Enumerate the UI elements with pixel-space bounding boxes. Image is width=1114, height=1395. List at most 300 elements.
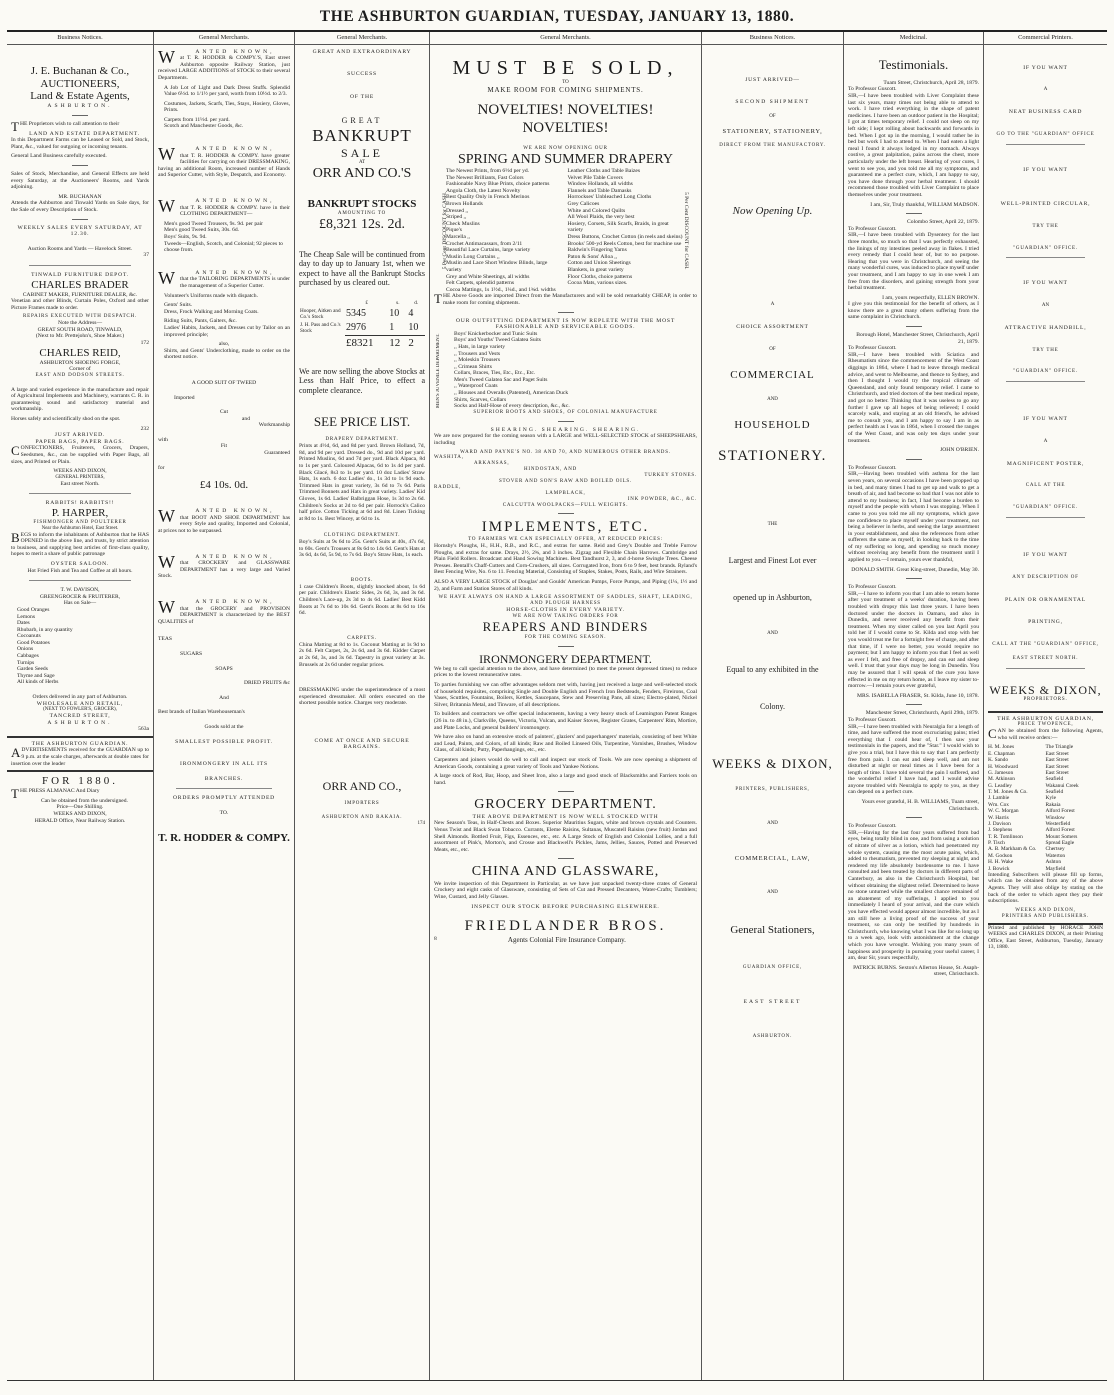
- if-you-want: IF YOU WANT: [1023, 280, 1068, 287]
- coming-season: FOR THE COMING SEASON.: [524, 634, 607, 640]
- ashburton: ASHBURTON.: [752, 1033, 793, 1039]
- circular: WELL-PRINTED CIRCULAR,: [1000, 201, 1091, 208]
- agent-name: G. Leadley: [988, 782, 1012, 789]
- paragraph: Dress, Frock Walking and Morning Coats.: [164, 308, 259, 315]
- if-you-want: IF YOU WANT: [1023, 166, 1068, 173]
- if-you-want: IF YOU WANT: [1023, 416, 1068, 423]
- list-item: Shirts, Scarves, Collars: [454, 396, 507, 403]
- orders-delivered: Orders delivered in any part of Ashburton.: [32, 694, 128, 701]
- reid-name: CHARLES REID,: [39, 346, 121, 359]
- newspaper-page: [7, 4, 1107, 1384]
- agent-place: Westerfield: [1045, 820, 1071, 827]
- stationery-big: STATIONERY.: [718, 448, 827, 465]
- handbill: ATTRACTIVE HANDBILL,: [1004, 324, 1087, 331]
- agents-box: [988, 711, 1103, 925]
- agent-place: Waterton: [1045, 852, 1066, 859]
- list-item: Socks and Half-Hose of every description, &c., &c.: [454, 403, 570, 410]
- shearing: SHEARING. SHEARING. SHEARING.: [490, 426, 641, 433]
- list-item: Cocoanuts: [17, 633, 41, 640]
- soaps: SOAPS: [215, 665, 233, 672]
- amount: £8,321 12s. 2d.: [319, 217, 405, 233]
- agent-place: Alford Forest: [1045, 827, 1075, 834]
- south-road: GREAT SOUTH ROAD, TINWALD,: [37, 326, 123, 333]
- east-street-north: East street North.: [60, 480, 100, 487]
- testimonial-sign: JOHN O'BRIEN.: [940, 447, 979, 454]
- brader-name: CHARLES BRADER: [31, 278, 129, 291]
- tweed-heading: A GOOD SUIT OF TWEED: [191, 379, 257, 386]
- list-item: Cocoa Mats, various sizes.: [567, 280, 628, 287]
- hindostan: HINDOSTAN, AND: [524, 467, 578, 473]
- list-item: Pique's: [446, 227, 462, 234]
- list-item: Boys' and Youths' Tweed Galatea Suits: [454, 337, 541, 344]
- amounting-to: AMOUNTING TO: [337, 211, 387, 217]
- largest: Largest and Finest Lot ever: [728, 555, 817, 565]
- agent-name: W. Harris: [988, 814, 1009, 821]
- and: AND: [767, 890, 778, 896]
- printers-publishers: PRINTERS AND PUBLISHERS.: [1001, 913, 1090, 919]
- paragraph: 1 case Children's Boots, slightly knocked about, 1s 6d per pair. Children's Elastic Sides, 2s 6d, 3s, and 3s 6d. Children's Lace-up, 2s 3d to 4s 6d. Ladies' Best Kidd Boots at 7s 6d to 10s 6d. Gent's Boots at 8s 6d to 16s 6d.: [299, 583, 425, 617]
- table-cell: 12: [388, 335, 407, 350]
- list-item: ,, Waterproof Coats: [454, 383, 498, 390]
- orders-promptly: ORDERS PROMPTLY ATTENDED: [172, 795, 276, 802]
- clothing-heading: CLOTHING DEPARTMENT.: [323, 533, 401, 539]
- outfit-block: [434, 331, 697, 410]
- teas: TEAS: [158, 636, 172, 643]
- of: OF: [769, 113, 776, 119]
- ward-payne: WARD AND PAYNE'S NO. 38 AND 70, AND NUMEROUS OTHER BRANDS.: [460, 449, 671, 455]
- table-row: [299, 321, 425, 335]
- saddles: WE HAVE ALWAYS ON HAND A LARGE ASSORTMENT OF SADDLES, SHAFT, LEADING, AND PLOUGH HARNESS: [438, 595, 693, 607]
- testimonial-address: Tuam Street, Christchurch, April 28, 1879.: [883, 79, 979, 86]
- paragraph: Shirts, and Gents' Underclothing, made to order on the shortest notice.: [164, 347, 290, 361]
- produce-list: [11, 607, 149, 686]
- paragraph: that T. R. HODDER & COMPY. have greater facilities for carrying on their DRESSMAKING, having an additional Room, increased number of Hands and Superior Cutter, with Style, Despatch, and Economy.: [158, 152, 290, 179]
- testimonial-sign: I am, Sir, Truly thankful, WILLIAM MADSON.: [870, 201, 979, 208]
- testimonial-body: SIR,—I have been troubled with Sciatica and Rheumatism since the commencement of the West Coast diggings in 1864, where I had to leave through medical advice, and went to Melbourne, and thence to Sydney, and then I thought I would try the tropical climate of Queensland, and only found temporary relief. I came to Christchurch, and tried doctors of the best medical repute, and got no better. Thinking that it was useless to go any further I gave up all hopes of being relieved; I could scarcely walk, and staying at an old friend's, he advised me to consult you, and I am happy to say I am in as perfect health as I was in 1864, when I crossed the ranges of the West Coast, and was only ten days under your treatment.: [848, 351, 979, 444]
- superior-boots: SUPERIOR BOOTS AND SHOES, OF COLONIAL MANUFACTURE: [473, 409, 658, 415]
- horse-cloths: HORSE-CLOTHS IN EVERY VARIETY.: [506, 606, 625, 613]
- guardian-heading: THE ASHBURTON GUARDIAN,: [997, 715, 1094, 722]
- and: AND: [767, 820, 778, 826]
- row-label: J. H. Pass and Co.'s Stock: [300, 321, 341, 335]
- column-business-notices-1: [7, 32, 154, 1380]
- weekly-sales: WEEKLY SALES EVERY SATURDAY, AT 12.30.: [17, 224, 143, 238]
- paragraph: A Job Lot of Light and Dark Dress Stuffs. Splendid Value 6½d. to 1/1½ per yard, worth from 10½d. to 2/3.: [164, 84, 290, 98]
- testimonial-address: Colombo Street, April 22, 1879.: [907, 219, 979, 226]
- list-item: Garden Seeds: [17, 666, 48, 673]
- table-cell: 2976: [346, 321, 366, 333]
- table-cell: 5345: [346, 307, 366, 319]
- outfitting: OUR OUTFITTING DEPARTMENT IS NOW REPLETE WITH THE MOST FASHIONABLE AND SERVICEABLE GOODS.: [455, 317, 676, 331]
- agent-name: T. R. Tomlinson: [988, 833, 1023, 840]
- table-row-total: [299, 335, 425, 350]
- turkey-stones: TURKEY STONES.: [644, 473, 697, 479]
- printers-publishers: PRINTERS, PUBLISHERS,: [735, 786, 810, 792]
- testimonial-body: SIR,—I have been troubled with Dysentery for the last three months, so much so that I was perfectly exhausted, the linings of my intestines peeled away in flakes. I tried every remedy that I could hear of, but to no purpose. Hearing that you were in Christchurch, and seeing the many wonderful cures, was induced to place myself under your treatment, and I am happy to say in one week I am free from the disorders, and gaining strength from your herbal treatment.: [848, 232, 979, 292]
- rabbits: RABBITS! RABBITS!!: [45, 500, 115, 507]
- next-to-fowler: (NEXT TO FOWLER'S, GROCER),: [43, 707, 117, 713]
- paragraph: Prints at 4½d, 6d, and 8d per yard. Brown Holland, 7d, 8d, and 9d per yard. Dressed do., 9d and 10d per yard. Printed Muslins, 6d and 7d per yard. Black Alpaca, 8d to 1s per yard. Coloured Alpacas, 6d to 1s 4d per yard. Black Glacé, 8s3 to 1s per yard. 10 doz Ladies' Straw Hats, 1s each. 6 doz Ladies' do., 1s 3d to 1s 9d each. Trimmed Hats in great variety, 3s 6d to 7s 6d. Paris Trimmed Bonnets and Hats in great variety. Ladies' Kid Gloves, 1s 6d. Ladies' Balbriggan Hose, 1s 3d to 2s 6d. Children's Socks at 2d to 6d per pair. Horrock's Calico half price. Cotton Ticking at 6d and 8d. Linen Ticking at 8d to 1s. Best Wincey, at 6d to 1s.: [299, 443, 425, 522]
- list-item: ,, Blouses and Overalls (Patented), American Duck: [454, 390, 569, 397]
- calcutta: CALCUTTA WOOLPACKS—FULL WEIGHTS.: [502, 502, 629, 508]
- columns: [7, 32, 1107, 1381]
- orr-and-cos: ORR AND CO.'S: [312, 165, 412, 181]
- success: SUCCESS: [347, 71, 377, 78]
- paragraph: THE Proprietors wish to call attention to their: [11, 119, 120, 135]
- implements: IMPLEMENTS, ETC.: [481, 519, 650, 536]
- if-you-want: IF YOU WANT: [1023, 552, 1068, 559]
- any-description: ANY DESCRIPTION OF: [1012, 574, 1079, 580]
- list-item: Thyme and Sage: [17, 672, 55, 679]
- table-cell: 4: [408, 307, 414, 319]
- printing: PRINTING,: [1028, 619, 1063, 626]
- paragraph: New Season's Teas, in Half-Chests and Boxes. Superior Mauritius Sugars, white and brown crystals and Counters. Venus Twist and Black Swan Tobacco. Currants, Eleme Raisins, Sultanas, Muscatell Raisins (new fruit) Jordan and Shell Almonds. Bottled Fruit, Figs, Essences, etc., etc. A Large Stock of English and Colonial Lollies, and a full assortment of Pink's, Morton's, and Crosse and Blackwell's Pickles, Jams, Jellies, Sauces, Potted and Preserved Meats, etc., etc.: [434, 820, 697, 853]
- list-item: Rhubarb, in any quantity: [17, 626, 73, 633]
- table-cell: 2: [407, 335, 425, 350]
- paragraph: Boy's Suits at 9s 6d to 25s. Gent's Suits at 40s, 47s 6d, to 60s. Gent's Trousers at 8s 6d to 14s 6d. Gent's Hats at 3s 6d, 4s 6d, 5s 9d, to 7s 6d. Boy's Straw Hats, 1s each.: [299, 539, 425, 559]
- friedlander-bros: FRIEDLANDER BROS.: [464, 918, 667, 935]
- table-header: s.: [396, 299, 400, 306]
- agent-name: E. Chapman: [988, 750, 1015, 757]
- carpets: Carpets from 11½d. per yard.: [164, 116, 230, 123]
- list-item: Cabbages: [17, 653, 39, 660]
- testimonial-body: SIR,—I have to inform you that I am able to return home after your treatment of a weeks' duration, having been troubled with dropsy this last three years. I have been doctored under the doctors in Oamaru, and also in Dunedin, and never received any benefit from their treatment. When my sister called on you last April you told her if I would come to St. Kilda and stop with her you would treat me for a fortnight free of charge, and after that time, if I were no better, you would require no payment; but I am happy to inform you that I feel as well as ever I felt, and free of dropsy, and can eat and sleep well. I trust that your days may be long in Dunedin. You may be assured that I will speak of the cure you have effected in me on my return home, as I leave my sister to-morrow.—I remain yours ever grateful,: [848, 590, 979, 690]
- paragraph: Ladies' Habits, Jackets, and Dresses cut by Tailor on an improved principle;: [164, 324, 290, 338]
- near-hotel: Near the Ashburton Hotel, East Street.: [41, 525, 119, 531]
- weeks-dixon: WEEKS & DIXON,: [989, 682, 1102, 697]
- colony: Colony.: [759, 702, 786, 712]
- wanted-known: WANTED KNOWN,: [158, 144, 275, 165]
- agent-place: East Street: [1045, 750, 1069, 757]
- wanted-known: WANTED KNOWN,: [158, 506, 275, 527]
- paragraph: ADVERTISEMENTS received for the GUARDIAN up to 9 p.m. at the scale charges, afterwards at double rates for insertion over the leader: [11, 745, 149, 767]
- list-item: Horrockses' Unbleached Long Cloths: [567, 194, 652, 201]
- list-item: ,, Hats, in large variety: [454, 343, 506, 350]
- of-the: OF THE: [349, 93, 375, 100]
- tinwald-heading: TINWALD FURNITURE DEPOT.: [31, 271, 129, 278]
- imprint: Printed and published by HORACE JOHN WEEKS and CHARLES DIXON, at their Printing Office, East Street, Ashburton, Tuesday, January 13, 1880.: [988, 924, 1103, 951]
- opening: WE ARE NOW OPENING OUR: [523, 145, 608, 151]
- list-item: Crochet Antimacassars, from 2/11: [446, 240, 523, 247]
- list-item: Grey and White Sheetings, all widths: [446, 273, 530, 280]
- paragraph: Volunteer's Uniforms made with dispatch.: [164, 292, 258, 299]
- call-at-office: CALL AT THE "GUARDIAN" OFFICE,: [992, 641, 1099, 647]
- list-item: Brown Hollands: [446, 201, 483, 208]
- buchanan-name: J. E. Buchanan & Co.,: [30, 64, 130, 77]
- paragraph: Intending Subscribers will please fill up forms, which can be obtained from any of the above Agents. They will also oblige by stating on the back of the order to which agent they pay their subscriptions.: [988, 871, 1103, 905]
- paragraph: Attends the Ashburton and Tinwald Yards on Sale days, for the Sale of every Description of Stock.: [11, 200, 149, 213]
- tweed-guar: Guaranteed: [264, 450, 290, 457]
- column-medicinal: [844, 32, 984, 1380]
- list-item: Tweeds—English, Scotch, and Colonial; 92 pieces to choose from.: [164, 240, 283, 254]
- plain-ornamental: PLAIN OR ORNAMENTAL: [1005, 596, 1086, 603]
- paragraph: BEGS to inform the inhabitants of Ashburton that he HAS OPENED in the above line, and trusts, by strict attention to business, and supplying best articles of first-class quality, hopes to merit a share of public patronage: [11, 529, 149, 558]
- agent-place: Mayfield: [1045, 865, 1066, 872]
- of: OF: [769, 346, 776, 352]
- corner: Corner of: [69, 366, 91, 373]
- column-header: Business Notices.: [7, 32, 153, 45]
- list-item: Check Muslins: [446, 220, 480, 227]
- agent-place: Seafield: [1045, 789, 1064, 795]
- column-general-merchants-2: [295, 32, 430, 1380]
- testimonial-sign: DONALD SMITH. Great King-street, Dunedin, May 30.: [851, 566, 979, 573]
- dried-fruits: DRIED FRUITS &c: [244, 680, 290, 687]
- great-extraordinary: GREAT AND EXTRAORDINARY: [312, 48, 412, 55]
- agent-name: H. Woodward: [988, 763, 1019, 770]
- stationery: STATIONERY, STATIONERY,: [722, 127, 823, 135]
- if-you-want: IF YOU WANT: [1023, 64, 1068, 71]
- list-item: Muslin Long Curtains ,,: [446, 253, 500, 260]
- hot-fish: Hot Fried Fish and Tea and Coffee at all hours.: [27, 567, 133, 574]
- list-item: Flannels and Table Damasks: [567, 187, 632, 194]
- auctioneers-heading: AUCTIONEERS,: [40, 77, 120, 90]
- list-item: Men's good Tweed Trousers, 9s. 9d. per pair: [164, 220, 264, 227]
- drapery-heading: DRAPERY DEPARTMENT.: [325, 437, 399, 443]
- paper-bags: PAPER BAGS, PAPER BAGS.: [35, 438, 125, 445]
- testimonial-address: Borough Hotel, Manchester Street, Christchurch, April 21, 1879.: [856, 332, 979, 345]
- agent-name: Wm. Cox: [988, 801, 1009, 808]
- testimonial-to: To Professor Guscott.: [848, 86, 897, 93]
- at: AT: [358, 159, 366, 165]
- raddle: RADDLE,: [434, 484, 462, 490]
- drapery-list: [434, 168, 697, 293]
- column-general-merchants-1: [154, 32, 295, 1380]
- china-heading: CHINA AND GLASSWARE,: [471, 864, 660, 880]
- paragraph: ALSO A VERY LARGE STOCK of Douglas' and Goulds' American Pumps, Force Pumps, and Piping (1¼, 1½ and 2), and Farm and Station Stores of all kinds.: [434, 578, 697, 592]
- list-item: Boys' Knickerbocker and Tunic Suits: [454, 330, 538, 337]
- list-item: All kinds of Herbs: [17, 679, 59, 686]
- tweed-price: £4 10s. 0d.: [199, 479, 249, 492]
- guardian-heading: THE ASHBURTON GUARDIAN.: [31, 740, 129, 747]
- list-item: Fashionable Navy Blue Prints, choice patterns: [446, 181, 550, 188]
- list-item: Leather Cloths and Table Baizes: [567, 168, 641, 175]
- paragraph: that T. R. HODDER & COMPY. have in their CLOTHING DEPARTMENT—: [180, 204, 290, 218]
- table-cell: 1: [389, 321, 395, 333]
- paragraph: We are now prepared for the coming season with a LARGE and WELL-SELECTED STOCK of SHEEPSHEARS, including: [434, 433, 697, 446]
- wanted-known: WANTED KNOWN,: [158, 46, 275, 67]
- smallest-profit: SMALLEST POSSIBLE PROFIT.: [175, 738, 273, 745]
- column-header: General Merchants.: [430, 32, 701, 45]
- arkansas: ARKANSAS,: [474, 461, 510, 467]
- testimonial-body: I give you this testimonial for the benefit of others, as I know there are a great many others suffering from the same complaint in Christchurch.: [848, 301, 979, 321]
- wholesale: WHOLESALE AND RETAIL,: [36, 700, 124, 707]
- agent-place: Ashton: [1045, 859, 1062, 866]
- paragraph: THE Above Goods are imported Direct from the Manufacturers and will be sold remarkably CHEAP, in order to make room for coming shipments.: [434, 291, 697, 307]
- testimonial-to: To Professor Guscott.: [848, 716, 897, 723]
- importers: IMPORTERS: [344, 801, 380, 807]
- agent-name: M. Atkinson: [988, 776, 1015, 783]
- list-item: Dressed ,,: [446, 207, 469, 214]
- agent-name: G. Jameson: [988, 769, 1014, 776]
- column-general-merchants-3: [430, 32, 702, 1380]
- town-name: ASHBURTON.: [47, 103, 113, 110]
- wanted-known: WANTED KNOWN,: [158, 551, 275, 572]
- grocery-sub: THE ABOVE DEPARTMENT IS NOW WELL STOCKED WITH: [472, 813, 659, 820]
- list-item: Turnips: [17, 659, 35, 666]
- tancred-street: TANCRED STREET,: [49, 713, 111, 720]
- paragraph: CAN be obtained from the following Agents, who will receive orders:—: [988, 726, 1103, 742]
- testimonial-sign: PATRICK BURNS. Sexton's Allerton House, St. Asaph-street, Christchurch.: [853, 964, 979, 978]
- dept-label: MEN'S JUVENILE DEPARTMENT.: [436, 332, 441, 408]
- paragraph: Hornsby's Ploughs, H., H.H., R.B., and R.C., and extras for same. Reid and Grey's Double and Treble Furrow Ploughs, and extras for same. Drays, 2½, 2¾, and 3 inches. Zigzag and Flexible Chain Harrows. Cambridge and Plain Field Rollers. Broadcast and Hand Sowing Machines. Best Tandhurst 2, 3, and 4-horse Swingle Trees. Cheese Presses. Bentall's Chaff-Cutters and Corn-Crushers, all sizes. Corrugated Iron, from 6 to 9 feet, best brands. Ryland's Best Fencing Wire, No. 6 to 11. Fencing Material, Consisting of Staples, Stakes, Posts, Rails, and Wire Strainers.: [434, 543, 697, 576]
- streets: EAST AND DODSON STREETS.: [35, 372, 125, 378]
- boots-heading: BOOTS.: [350, 577, 374, 583]
- list-item: ,, Crimean Shirts: [454, 363, 492, 370]
- washita: WASHITA,: [434, 455, 464, 461]
- ad-number: 174: [417, 821, 425, 826]
- an: AN: [1041, 303, 1050, 309]
- list-item: Beautiful Lace Curtains, large variety: [446, 247, 531, 254]
- paragraph: We have also on hand an extensive stock of painters', glaziers' and paperhangers' materials, consisting of best White and Lead, Paints, and Colors, of all kinds; Raw and Boiled Linseed Oils, Turpentine, Varnishes, Brushes, Window Glass, of all kinds; Putty, Paperhangings, etc., etc.: [434, 734, 697, 754]
- try-the: TRY THE: [1032, 347, 1059, 353]
- agent-name: J. Davison: [988, 820, 1011, 827]
- make-room: MAKE ROOM FOR COMING SHIPMENTS.: [487, 86, 644, 95]
- agent-place: Winslow: [1045, 814, 1065, 821]
- inspect: INSPECT OUR STOCK BEFORE PURCHASING ELSEWHERE.: [471, 903, 660, 910]
- ironmongery: IRONMONGERY IN ALL ITS: [180, 761, 268, 768]
- wanted-known: WANTED KNOWN,: [158, 596, 275, 617]
- table-cell: 10: [408, 321, 419, 333]
- drapery-left: [446, 168, 564, 293]
- selling: We are now selling the above Stocks at Less than Half Price, to effect a complete clearance.: [299, 366, 425, 395]
- best-brands: Best brands of Italian Warehouseman's: [158, 709, 245, 716]
- bankrupt-heading: BANKRUPT: [312, 125, 412, 145]
- testimonial-to: To Professor Guscott.: [848, 225, 897, 232]
- testimonial-sign: I am, yours respectfully, ELLEN BROWN.: [882, 294, 979, 301]
- column-header: Medicinal.: [844, 32, 983, 45]
- list-item: Men's good Tweed Suits, 30s. 6d.: [164, 227, 240, 234]
- column-header: General Merchants.: [154, 32, 294, 45]
- list-item: Dates: [17, 620, 30, 627]
- come-at-once: COME AT ONCE AND SECURE BARGAINS.: [314, 737, 410, 751]
- a: A: [1043, 87, 1048, 93]
- list-item: Good Potatoes: [17, 639, 50, 646]
- proprietors: PROPRIETORS.: [1023, 696, 1068, 702]
- agent-place: Alford Forest: [1045, 808, 1075, 815]
- agent-place: Chertsey: [1045, 846, 1065, 853]
- a: A: [770, 302, 775, 308]
- list-item: ,, Trousers and Vests: [454, 350, 501, 357]
- weeks-dixon: WEEKS AND DIXON,: [53, 468, 107, 475]
- agent-name: H. H. Wake: [988, 859, 1014, 866]
- go-to-office: GO TO THE "GUARDIAN" OFFICE: [996, 131, 1095, 137]
- testimonial-body: SIR,—I have been troubled with Liver Complaint these last six years, many times not being able to attend to work. I have tried everything in the shape of patent medicines. I have been an outdoor patient in the Hospital; I got at times temporary relief. I could not sleep on my left side; I kept rolling about backwards and forwards in bed. When I got up in the morning, I would rather be in bed but work I had to attend to. When I had eaten a light meal I found it always lodged in my stomach. Always costive, a great palpitation, pains across the chest, more particularly under the left breast. Hearing of your cures, I went to see you, and you told me all my symptoms, and guaranteed me a perfect cure, which, I am happy to say, you have done through your herbal treatment. I should recommend those troubled with Liver Complaint to place themselves under your treatment.: [848, 93, 979, 198]
- press-almanac: THE PRESS ALMANAC And Diary: [11, 786, 100, 802]
- paragraph: that the GROCERY and PROVISION DEPARTMENT is characterized by the BEST QUALITIES of: [158, 605, 290, 625]
- column-header: Commercial Printers.: [984, 32, 1107, 45]
- agents: Agents Colonial Fire Insurance Company.: [507, 935, 626, 944]
- table-cell: £8321: [345, 335, 388, 350]
- greengrocer: GREENGROCER & FRUITERER,: [39, 593, 121, 600]
- branches: BRANCHES.: [204, 775, 244, 782]
- oyster-saloon: OYSTER SALOON.: [50, 560, 110, 567]
- testimonial-sign: MRS. ISABELLA FRASER, St. Kilda, June 10, 1878.: [857, 692, 979, 699]
- tweed-cut: Cut: [219, 409, 229, 416]
- testimonial-sign: Yours ever grateful, H. B. WILLIAMS, Tuam street, Christchurch.: [861, 799, 979, 812]
- wanted-known: WANTED KNOWN,: [158, 196, 275, 217]
- ad-number: 232: [140, 425, 149, 432]
- tweed-with: with: [158, 436, 168, 443]
- agent-place: Wakanui Creek: [1045, 782, 1079, 789]
- paragraph: A large and varied experience in the manufacture and repair of Agricultural Implements and Machinery, warrants C. R. in guaranteeing sound and satisfactory material and workmanship.: [11, 386, 149, 413]
- list-item: Paton & Sons' Alloa ,,: [567, 253, 617, 260]
- paragraph: A large stock of Rod, Bar, Hoop, and Sheet Iron, also a large and good stock of Blacksmiths and Farriers tools on hand.: [434, 773, 697, 786]
- to: TO: [562, 80, 569, 86]
- stover-oils: STOVER AND SON'S RAW AND BOILED OILS.: [498, 478, 633, 484]
- discount-stamp: 5 Per Cent DISCOUNT for CASH.: [442, 191, 448, 270]
- second-shipment: SECOND SHIPMENT: [735, 99, 810, 106]
- a: A: [1043, 438, 1048, 444]
- table-cell: 10: [389, 307, 400, 319]
- list-item: White and Colored Quilts: [567, 207, 626, 214]
- list-item: Hosiery, Corsets, Silk Scarfs, Braids, in great variety: [567, 220, 669, 234]
- paragraph: that BOOT AND SHOE DEPARTMENT has every Style and quality, Imported and Colonial, at prices not to be surpassed.: [158, 514, 290, 535]
- weeks-dixon: WEEKS AND DIXON,: [53, 811, 107, 818]
- guardian-office: "GUARDIAN" OFFICE.: [1013, 369, 1078, 375]
- agent-name: J. Lambie: [988, 795, 1010, 802]
- price: Price—One Shilling.: [56, 804, 104, 811]
- cheap-sale: The Cheap Sale will be continued from day to day up to January 1st, when we expect to have all the Bankrupt Stocks purchased by us cleared out.: [299, 249, 425, 288]
- taking-orders: WE ARE NOW TAKING ORDERS FOR: [512, 613, 619, 619]
- list-item: Blankets, in great variety: [567, 266, 624, 273]
- paragraph: Venetian and other Blinds, Curtain Poles, Oxford and other Picture Frames made to order.: [11, 298, 149, 311]
- east-street-north: EAST STREET NORTH.: [1012, 655, 1079, 661]
- agent-place: Rakaia: [1045, 801, 1061, 808]
- price-twopence: PRICE TWOPENCE,: [1017, 722, 1074, 728]
- list-item: ,, Moleskin Trousers: [454, 357, 501, 364]
- see-price-list: SEE PRICE LIST.: [313, 413, 411, 429]
- testimonial-body: SIR,—I have been troubled with Neuralgia for a length of time, and have suffered the most excruciating pains; tried everything that I could hear of, I then saw your testimonials in the papers, and the "Star." I would wish to give you a trial, but I have this to say that I am perfectly free from pain. I can eat and sleep well, and am not disturbed at night or meal times as I have been for a length of time. I have told several the pain I suffered, and the wonderful relief I have had, and I would advise anyone troubled with Neuralgia to apply to you, as they can depend on a perfect cure.: [848, 723, 979, 796]
- tweed-for: for: [158, 464, 165, 471]
- discount-stamp: 5 Per Cent DISCOUNT for CASH.: [683, 191, 689, 270]
- commercial: COMMERCIAL: [730, 368, 815, 381]
- list-item: Marcella ,,: [446, 234, 471, 240]
- paragraph: that CROCKERY and GLASSWARE DEPARTMENT has a very large and Varied Stock.: [158, 560, 290, 580]
- table-header: £: [365, 299, 368, 306]
- list-item: Grey Calicoes: [567, 201, 600, 208]
- agent-name: M. Godson: [988, 852, 1013, 859]
- list-item: Dress Buttons, Crochet Cotton (in reels and skeins): [567, 234, 683, 240]
- agent-name: A. B. Markham & Co.: [988, 846, 1037, 853]
- testimonial-body: SIR,—Having been troubled with asthma for the last seven years, on several occasions I have been propped up in bed, and many times I had to get up and walk to get a breath of air, and had become so bad that I was not able to attend to my business; in fact, I had become a burden to myself and the people with whom I was stopping. When I came to you you told me all my symptoms, which gave me confidence to place myself under your treatment, not being a believer in herbs, and seeing the large assortment in your establishment, and also the references from other sufferers the same as myself, in looking back to the time of my suffering so long, and spending so much money without receiving any benefit from the treatment until I applied to you.—I remain, yours ever thankful,: [848, 471, 979, 564]
- grocery-heading: GROCERY DEPARTMENT.: [474, 797, 657, 813]
- choice-assortment: CHOICE ASSORTMENT: [736, 324, 809, 331]
- list-item: Riding Suits, Pants, Gaiters, &c.: [164, 318, 237, 325]
- paragraph: that the TAILORING DEPARTMENTS is under the management of a Superior Cutter.: [180, 276, 290, 289]
- testimonial-address: Manchester Street, Christchurch, April 29th, 1879.: [865, 710, 979, 717]
- and: And: [219, 694, 229, 701]
- paragraph: Costumes, Jackets, Scarfs, Ties, Stays, Hosiery, Gloves, Prints.: [164, 100, 290, 114]
- agent-name: J. Stephens: [988, 827, 1013, 834]
- guardian-office: "GUARDIAN" OFFICE.: [1013, 245, 1078, 251]
- bankrupt-stocks: BANKRUPT STOCKS: [307, 198, 417, 211]
- guardian-office: "GUARDIAN" OFFICE.: [1013, 505, 1078, 511]
- general-stationers: General Stationers,: [730, 924, 815, 937]
- next-to: (Next to Mr. Prettejohn's, Shoe Maker.): [35, 333, 125, 340]
- cabinet-maker: CABINET MAKER, FURNITURE DEALER, &c.: [22, 291, 138, 298]
- testimonial-to: To Professor Guscott.: [848, 584, 897, 591]
- drapery-right: [568, 168, 686, 293]
- business-card: NEAT BUSINESS CARD: [1008, 109, 1083, 116]
- list-item: Window Hollands, all widths: [567, 181, 633, 188]
- list-item: Muslin and Lace Short Window Blinds, large variety: [446, 260, 548, 273]
- agent-name: K. Sando: [988, 757, 1009, 764]
- mr-buchanan: MR. BUCHANAN: [58, 193, 102, 200]
- paragraph: We invite inspection of this Department in Particular, as we have just unpacked twenty-three crates of General Crockery and eight casks of Glassware, consisting of Sets of Cut and Pressed Decanters, Water-Crafts; Tumblers; Wine, Custard, and Jelly Glasses.: [434, 880, 697, 901]
- just-arrived: JUST ARRIVED.: [54, 432, 106, 439]
- commercial-law: COMMERCIAL, LAW,: [734, 854, 811, 862]
- list-item: Boys' Suits, 9s. 9d.: [164, 234, 207, 241]
